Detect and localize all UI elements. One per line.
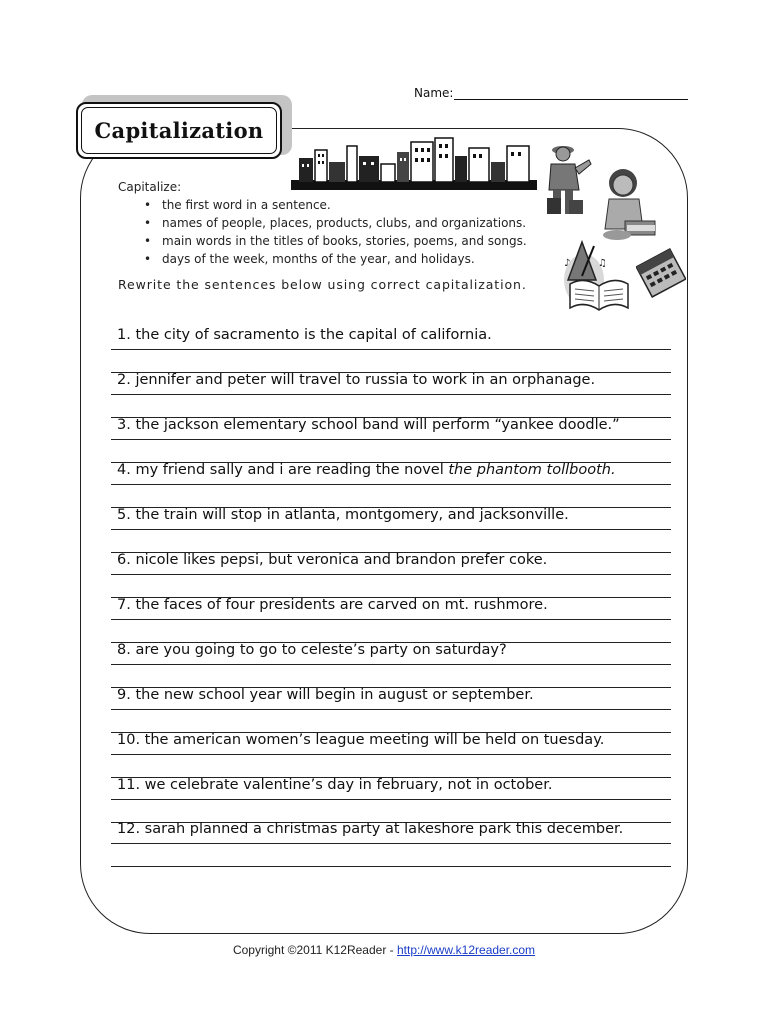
footer: [0, 943, 768, 957]
sentence-number: 1.: [117, 327, 131, 343]
answer-line[interactable]: [111, 394, 671, 395]
sentence-item: [111, 597, 671, 637]
sentence-item: [111, 507, 671, 547]
calendar-icon: [636, 248, 686, 298]
sentence-number: 5.: [117, 507, 131, 523]
rule-item: • main words in the titles of books, stories, poems, and songs.: [144, 232, 527, 250]
open-book-icon: [566, 274, 632, 314]
instructions-heading: Capitalize:: [118, 180, 182, 194]
sentence-item: [111, 462, 671, 502]
sentence-item: [111, 327, 671, 367]
sentence-text: the american women’s league meeting will be held on tuesday.: [144, 732, 605, 748]
rewrite-directive: Rewrite the sentences below using correct capitalization.: [118, 277, 527, 292]
answer-line[interactable]: [111, 484, 671, 485]
answer-line[interactable]: [111, 349, 671, 350]
rule-item: • the first word in a sentence.: [144, 196, 527, 214]
name-line[interactable]: [454, 87, 688, 100]
title-box: [76, 102, 282, 159]
instructions: [118, 178, 527, 268]
sentence-item: [111, 777, 671, 817]
answer-line[interactable]: [111, 799, 671, 800]
rules-list: [118, 196, 527, 268]
sentence-text: jennifer and peter will travel to russia to work in an orphanage.: [135, 372, 596, 388]
sentence-number: 6.: [117, 552, 131, 568]
sentence-number: 3.: [117, 417, 131, 433]
sentence-text: my friend sally and i are reading the novel: [135, 462, 444, 478]
sentence-item: [111, 732, 671, 772]
sentence-number: 4.: [117, 462, 131, 478]
rule-item: • names of people, places, products, clubs, and organizations.: [144, 214, 527, 232]
sentence-text: the new school year will begin in august or september.: [135, 687, 534, 703]
tourist-icon: [543, 140, 595, 220]
name-label: Name:: [414, 86, 454, 100]
answer-line[interactable]: [111, 843, 671, 844]
sentence-number: 11.: [117, 777, 141, 793]
sentence-item: [111, 687, 671, 727]
answer-line[interactable]: [111, 709, 671, 710]
answer-line[interactable]: [111, 664, 671, 665]
sentence-text: the city of sacramento is the capital of california.: [135, 327, 492, 343]
sentence-item: [111, 642, 671, 682]
sentence-text: we celebrate valentine’s day in february, not in october.: [144, 777, 553, 793]
sentence-item: [111, 552, 671, 592]
svg-text:♪: ♪: [564, 258, 571, 269]
sentence-text: are you going to go to celeste’s party on saturday?: [135, 642, 507, 658]
sentence-number: 10.: [117, 732, 141, 748]
sentence-number: 2.: [117, 372, 131, 388]
sentence-text: nicole likes pepsi, but veronica and brandon prefer coke.: [135, 552, 548, 568]
answer-line[interactable]: [111, 529, 671, 530]
sentence-text: the train will stop in atlanta, montgomery, and jacksonville.: [135, 507, 569, 523]
sentence-number: 7.: [117, 597, 131, 613]
rule-item: • days of the week, months of the year, and holidays.: [144, 250, 527, 268]
sentence-item: [111, 372, 671, 412]
sentence-text: the faces of four presidents are carved on mt. rushmore.: [135, 597, 548, 613]
answer-line[interactable]: [111, 754, 671, 755]
svg-text:♫: ♫: [598, 258, 607, 269]
k12reader-link[interactable]: http://www.k12reader.com: [396, 943, 536, 957]
page-title: Capitalization: [94, 118, 264, 143]
girl-reading-icon: [595, 163, 657, 243]
sentence-text: the jackson elementary school band will perform “yankee doodle.”: [135, 417, 620, 433]
copyright-text: Copyright ©2011 K12Reader -: [232, 943, 397, 957]
sentence-item: [111, 821, 671, 861]
answer-line[interactable]: [111, 619, 671, 620]
answer-line[interactable]: [111, 866, 671, 867]
sentence-number: 12.: [117, 821, 141, 837]
sentence-number: 8.: [117, 642, 131, 658]
answer-line[interactable]: [111, 574, 671, 575]
book-title: the phantom tollbooth.: [448, 462, 616, 478]
name-field[interactable]: [414, 86, 688, 100]
sentence-text: sarah planned a christmas party at lakeshore park this december.: [144, 821, 624, 837]
sentence-number: 9.: [117, 687, 131, 703]
sentence-item: [111, 417, 671, 457]
answer-line[interactable]: [111, 439, 671, 440]
